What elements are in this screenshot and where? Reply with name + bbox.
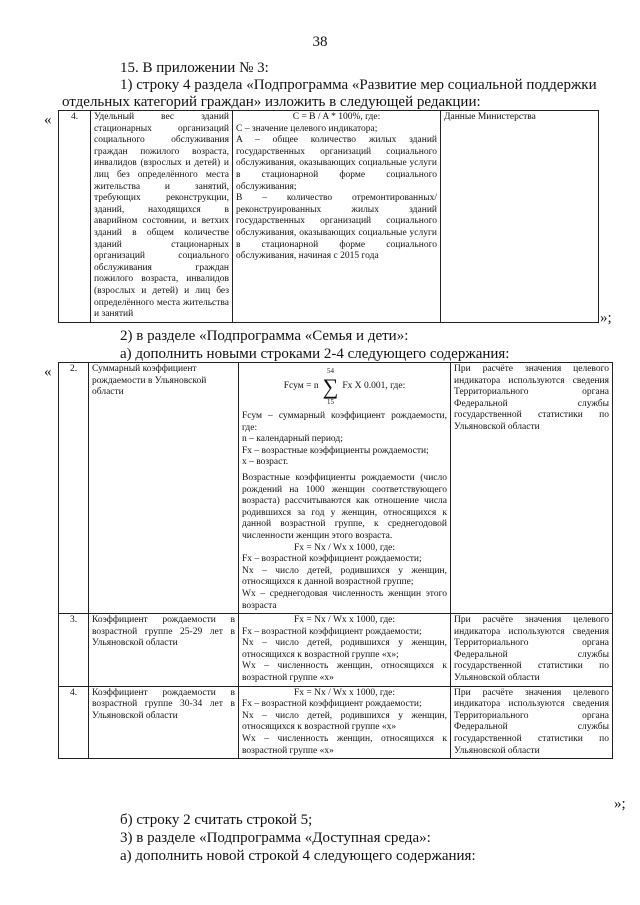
row-number: 4. [59,111,91,323]
definition-line: Wx – численность женщин, относящихся к возрастной группе «x» [242,661,447,684]
text-line-subitem-3a: а) дополнить новой строкой 4 следующего содержания: [120,848,476,864]
indicator-name: Коэффициент рождаемости в возрастной группе 30-34 лет в Ульяновской области [89,686,239,759]
indicator-name: Коэффициент рождаемости в возрастной группе 25-29 лет в Ульяновской области [89,614,239,687]
definition-line: Fсум – суммарный коэффициент рождаемости, где: [242,411,447,433]
text-line-subitem-1: 1) строку 4 раздела «Подпрограмма «Развитие мер социальной поддержки [120,77,597,93]
definition-paragraph: Возрастные коэффициенты рождаемости (число рождений на 1000 женщин соответствующего возраста) рассчитываются как отношение числа родившихся за год у женщин, относящихся к данной возрастной группе, к среднегодовой численности женщин этого возраста. [242,472,447,541]
definition-line: Fx – возрастной коэффициент рождаемости; [242,554,422,565]
formula-b-definition: B – количество отремонтированных/реконструированных жилых зданий государственных организаций социального обслуживания, оказывающих социальные услуги в стационарной форме социального обслуживания, начиная с 2015 года [236,193,437,262]
indicator-name: Удельный вес зданий стационарных организаций социального обслуживания граждан пожилого возраста, инвалидов (взрослых и детей) и лиц без определённого места жительства и занятий, требующих реконструкции, зданий, находящихся в аварийном состоянии, и ветхих зданий в общем количестве зданий стационарных организаций социального обслуживания граждан пожилого возраста, инвалидов (взрослых и детей) и лиц без определённого места жительства и занятий [91,111,233,323]
formula-c-definition: C – значение целевого индикатора; [236,123,378,134]
table-row [59,686,613,759]
text-line-subitem-2a: а) дополнить новыми строками 2-4 следующего содержания: [120,346,510,362]
sigma-icon: ∑ [322,374,339,399]
definition-line: Nx – число детей, родившихся у женщин, относящихся к возрастной группе «x» [242,710,447,733]
table-family-children [58,362,613,759]
definition-line: Nx – число детей, родившихся у женщин, относящихся к возрастной группе «x»; [242,638,447,660]
closing-quote-2: »; [614,796,626,812]
formula-a-definition: A – общее количество жилых зданий государственных организаций социального обслуживания, оказывающих социальные услуги в стационарной форме социального обслуживания; [236,135,437,192]
formula-left: Fсум = n [283,381,319,392]
row-number: 4. [59,686,89,759]
definition-line: Fx – возрастной коэффициент рождаемости; [242,699,422,710]
table-row [59,363,613,614]
calculation-method [239,614,451,687]
formula-title: C = B / A * 100%, где: [292,112,381,122]
text-line-subitem-1-cont: отдельных категорий граждан» изложить в следующей редакции: [62,94,481,110]
table-social-support [58,110,599,323]
data-source: При расчёте значения целевого индикатора используются сведения Территориального органа Федеральной службы государственной статистики по Ульяновской области [451,363,613,614]
data-source: Данные Министерства [441,111,599,323]
indicator-name: Суммарный коэффициент рождаемости в Ульяновской области [89,363,239,614]
text-line-subitem-3: 3) в разделе «Подпрограмма «Доступная среда»: [120,830,431,846]
table-row [59,111,599,323]
sum-lower-limit: 15 [326,398,334,406]
opening-quote: « [44,112,52,128]
definition-line: n – календарный период; [242,434,343,445]
data-source: При расчёте значения целевого индикатора используются сведения Территориального органа Федеральной службы государственной статистики по Ульяновской области [451,686,613,759]
text-line-item-15: 15. В приложении № 3: [120,60,269,76]
calculation-method [233,111,441,323]
text-line-subitem-2b: б) строку 2 считать строкой 5; [120,812,313,828]
closing-quote-1: »; [600,310,612,326]
definition-line: Wx – численность женщин, относящихся к возрастной группе «x» [242,734,447,756]
sum-sign [323,367,339,407]
definition-line: x – возраст. [242,457,289,468]
calculation-method [239,363,451,614]
age-fertility-formula: Fx = Nx / Wx x 1000, где: [293,687,396,698]
definition-line: Wx – среднегодовая численность женщин этого возраста [242,588,447,611]
table-row [59,614,613,687]
row-number: 3. [59,614,89,687]
calculation-method [239,686,451,759]
age-fertility-formula: Fx = Nx / Wx x 1000, где: [293,615,396,626]
formula-right: Fx X 0.001, где: [342,381,406,392]
definition-line: Nx – число детей, родившихся у женщин, относящихся к данной возрастной группе; [242,565,447,588]
opening-quote-2: « [44,364,52,380]
page-number: 38 [312,34,328,50]
age-fertility-formula: Fx = Nx / Wx x 1000, где: [293,542,396,553]
sum-fertility-formula [242,367,447,407]
text-line-subitem-2: 2) в разделе «Подпрограмма «Семья и дети»: [120,328,409,344]
row-number: 2. [59,363,89,614]
data-source: При расчёте значения целевого индикатора используются сведения Территориального органа Федеральной службы государственной статистики по Ульяновской области [451,614,613,687]
definition-line: Fx – возрастной коэффициент рождаемости; [242,626,422,637]
sum-upper-limit: 54 [326,367,334,375]
definition-line: Fx – возрастные коэффициенты рождаемости; [242,445,429,456]
